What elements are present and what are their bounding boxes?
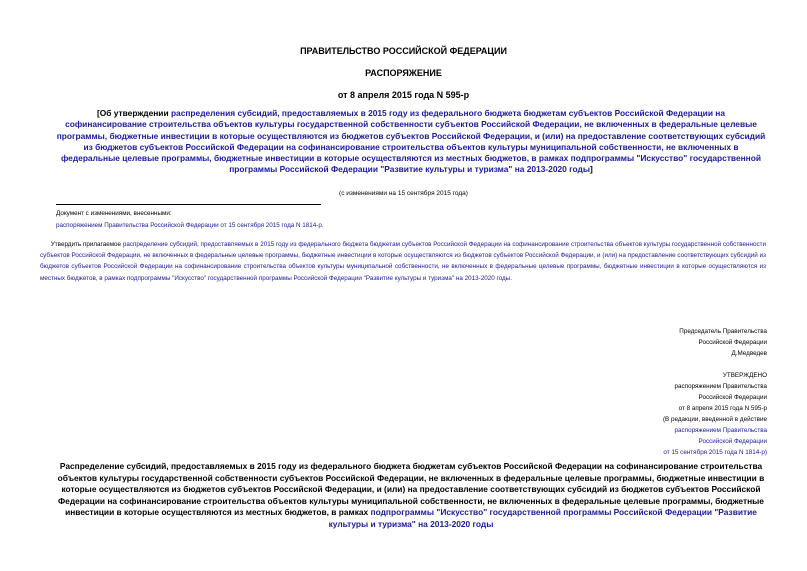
signature-country: Российской Федерации [698, 339, 767, 346]
approved-amendment-link-3[interactable]: от 15 сентября 2015 года N 1814-р) [663, 449, 767, 456]
distribution-heading [50, 461, 772, 530]
approved-amendment-link-2[interactable]: Российской Федерации [698, 438, 767, 445]
approved-line-3: Российской Федерации [698, 394, 767, 401]
signature-title: Председатель Правительства [679, 328, 767, 335]
amendment-note: (с изменениями на 15 сентября 2015 года) [339, 190, 468, 197]
approved-block [567, 370, 767, 458]
approval-link[interactable]: распределение субсидий, предоставляемых в 2015 году из федерального бюджета бюджетам субъектов Российской Федерации на софинансирование строительства объектов культуры государственной собственности субъектов Российской Федерации, не включенных в федеральные целевые программы, бюджетные инвестиции в которые осуществляются из бюджетов субъектов Российской Федерации, и (или) на предоставление соответствующих субсидий из бюджетов субъектов Российской Федерации на софинансирование строительства объектов культуры муниципальной собственности, не включенных в федеральные целевые программы, бюджетные инвестиции в которые осуществляются из местных бюджетов, в рамках подпрограммы "Искусство" государственной программы Российской Федерации "Развитие культуры и туризма" на 2013-2020 годы. [40, 241, 767, 282]
changes-note [56, 208, 324, 232]
document-title [56, 108, 766, 176]
approval-paragraph [40, 239, 766, 284]
government-heading: ПРАВИТЕЛЬСТВО РОССИЙСКОЙ ФЕДЕРАЦИИ [300, 46, 507, 56]
approved-line-5: (В редакции, введенной в действие [662, 416, 767, 423]
title-link[interactable]: распределения субсидий, предоставляемых в 2015 году из федерального бюджета бюджетам субъектов Российской Федерации на софинансирование строительства объектов культуры государственной собственности субъектов Российской Федерации, не включенных в федеральные целевые программы, бюджетные инвестиции в которые осуществляются из бюджетов субъектов Российской Федерации, и (или) на предоставление соответствующих субсидий из бюджетов субъектов Российской Федерации на софинансирование строительства объектов культуры муниципальной собственности, не включенных в федеральные целевые программы, бюджетные инвестиции в которые осуществляются из местных бюджетов, в рамках подпрограммы "Искусство" государственной программы Российской Федерации "Развитие культуры и туризма" на 2013-2020 годы [56, 108, 766, 175]
approved-line-4: от 8 апреля 2015 года N 595-р [678, 405, 767, 412]
approved-amendment-link[interactable]: распоряжением Правительства [674, 427, 767, 434]
approved-heading: УТВЕРЖДЕНО [722, 372, 767, 379]
subprogram-link[interactable]: подпрограммы "Искусство" государственной программы Российской Федерации "Развитие культуры и туризма" на 2013-2020 годы [328, 507, 757, 529]
title-prefix: [Об утверждении [96, 108, 171, 118]
title-suffix: ] [589, 164, 593, 175]
approved-line-2: распоряжением Правительства [674, 383, 767, 390]
signature-name: Д.Медведев [731, 350, 767, 357]
changes-label: Документ с изменениями, внесенными: [56, 210, 172, 217]
changes-link[interactable]: распоряжением Правительства Российской Федерации от 15 сентября 2015 года N 1814-р. [56, 222, 324, 229]
distribution-heading-text: Распределение субсидий, предоставляемых в 2015 году из федерального бюджета бюджетам субъектов Российской Федерации на софинансирование строительства объектов культуры государственной собственности субъектов Российской Федерации, не включенных в федеральные целевые программы, бюджетные инвестиции в которые осуществляются из бюджетов субъектов Российской Федерации, и (или) на предоставление соответствующих субсидий из бюджетов субъектов Российской Федерации на софинансирование строительства объектов культуры муниципальной собственности, не включенных в федеральные целевые программы, бюджетные инвестиции в которые осуществляются из местных бюджетов, в рамках [57, 461, 765, 517]
approval-plain-text: Утвердить прилагаемое [50, 241, 123, 248]
signature-block [567, 326, 767, 359]
divider [56, 204, 321, 205]
document-date: от 8 апреля 2015 года N 595-р [337, 90, 470, 100]
document-type-heading: РАСПОРЯЖЕНИЕ [365, 68, 442, 78]
